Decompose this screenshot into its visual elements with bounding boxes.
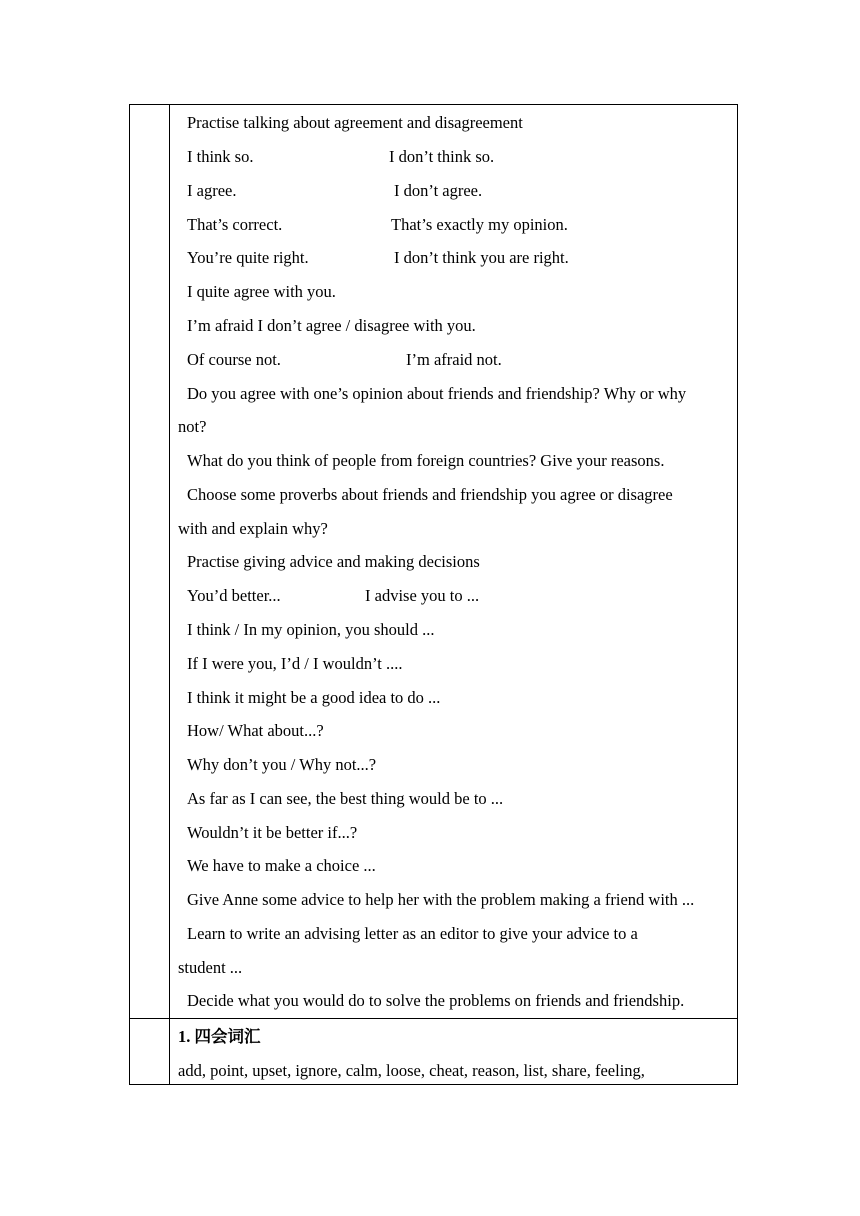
text-line: not? xyxy=(178,417,207,436)
section-heading: 1. 四会词汇 xyxy=(178,1027,261,1046)
text-line: Choose some proverbs about friends and friendship you agree or disagree xyxy=(187,485,673,504)
text-line: How/ What about...? xyxy=(187,721,324,740)
text-line: Give Anne some advice to help her with the problem making a friend with ... xyxy=(187,890,695,909)
text-line: Practise talking about agreement and disagreement xyxy=(187,113,523,132)
text-line: I don’t agree. xyxy=(394,181,483,200)
text-line: As far as I can see, the best thing would be to ... xyxy=(187,789,504,808)
text-line: I don’t think you are right. xyxy=(394,248,569,267)
text-line: I quite agree with you. xyxy=(187,282,336,301)
text-line: I agree. xyxy=(187,181,237,200)
text-line: We have to make a choice ... xyxy=(187,856,376,875)
text-line: I think it might be a good idea to do ... xyxy=(187,688,441,707)
text-line: Decide what you would do to solve the problems on friends and friendship. xyxy=(187,991,685,1010)
text-line: I think so. xyxy=(187,147,254,166)
text-line: I’m afraid I don’t agree / disagree with you. xyxy=(187,316,476,335)
text-line: What do you think of people from foreign countries? Give your reasons. xyxy=(187,451,665,470)
text-line: Do you agree with one’s opinion about friends and friendship? Why or why xyxy=(187,384,687,403)
text-line: I don’t think so. xyxy=(389,147,495,166)
text-line: Practise giving advice and making decisions xyxy=(187,552,480,571)
text-line: If I were you, I’d / I wouldn’t .... xyxy=(187,654,403,673)
text-line: Of course not. xyxy=(187,350,281,369)
vocabulary-words: add, point, upset, ignore, calm, loose, cheat, reason, list, share, feeling, xyxy=(178,1061,645,1080)
functions-cell xyxy=(170,105,737,1018)
text-line: I think / In my opinion, you should ... xyxy=(187,620,435,639)
text-line: That’s exactly my opinion. xyxy=(391,215,568,234)
text-line: You’re quite right. xyxy=(187,248,309,267)
text-line: with and explain why? xyxy=(178,519,328,538)
text-line: You’d better... xyxy=(187,586,281,605)
text-line: Wouldn’t it be better if...? xyxy=(187,823,358,842)
vocabulary-cell xyxy=(170,1019,737,1084)
text-line: I’m afraid not. xyxy=(406,350,502,369)
text-line: Why don’t you / Why not...? xyxy=(187,755,377,774)
text-line: Learn to write an advising letter as an editor to give your advice to a xyxy=(187,924,638,943)
content-table xyxy=(129,104,738,1085)
text-line: student ... xyxy=(178,958,243,977)
text-line: I advise you to ... xyxy=(365,586,480,605)
text-line: That’s correct. xyxy=(187,215,283,234)
